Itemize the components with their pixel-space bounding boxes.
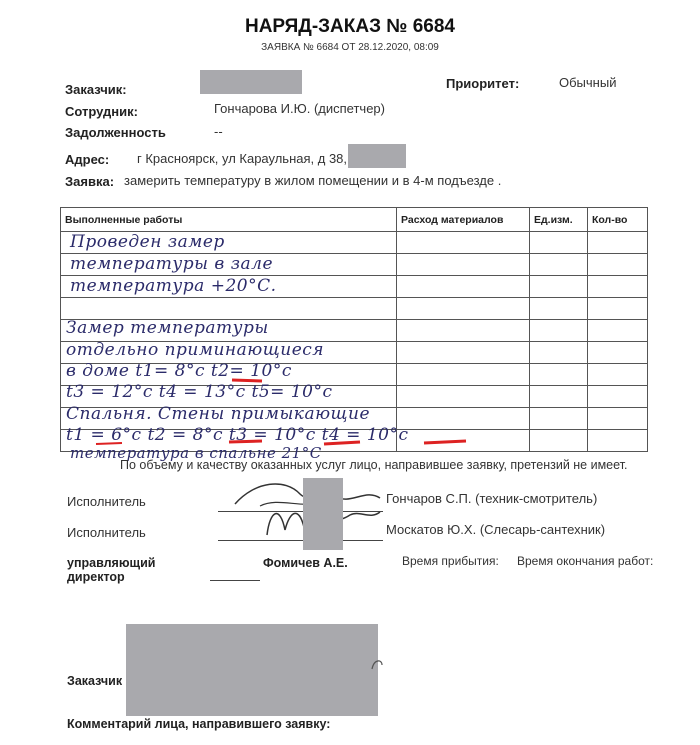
customer-signature-redaction	[126, 624, 378, 716]
column-header-unit: Ед.изм.	[530, 208, 588, 232]
executor-label: Исполнитель	[67, 525, 146, 540]
signature-mark	[368, 655, 388, 675]
underline-mark	[324, 442, 360, 444]
handwritten-line: t1 = 6°c t2 = 8°c t3 = 10°c t4 = 10°c	[66, 425, 409, 445]
debt-value: --	[214, 124, 223, 139]
column-header-quantity: Кол-во	[588, 208, 648, 232]
claims-statement: По объему и качеству оказанных услуг лицо, направившее заявку, претензий не имеет.	[120, 458, 628, 472]
handwritten-line: отдельно приминающиеся	[66, 340, 325, 360]
priority-value: Обычный	[559, 75, 617, 90]
handwritten-line: температура +20°С.	[70, 276, 277, 296]
handwritten-line: температура в спальне 21°С	[70, 444, 322, 462]
manager-label: директор	[67, 570, 125, 584]
executor-label: Исполнитель	[67, 494, 146, 509]
address-label: Адрес:	[65, 152, 110, 167]
underline-mark	[232, 380, 262, 381]
executor1-name: Гончаров С.П. (техник-смотритель)	[386, 491, 598, 506]
handwritten-line: Замер температуры	[66, 318, 269, 338]
request-subtitle: ЗАЯВКА № 6684 ОТ 28.12.2020, 08:09	[261, 42, 439, 53]
signature-redaction	[303, 478, 343, 550]
handwritten-line: температуры в зале	[70, 254, 274, 274]
employee-label: Сотрудник:	[65, 104, 138, 119]
address-value: г Красноярск, ул Караульная, д 38,	[137, 151, 348, 166]
underline-mark	[424, 441, 466, 443]
end-time-label: Время окончания работ:	[517, 554, 654, 568]
column-header-materials: Расход материалов	[397, 208, 530, 232]
handwritten-line: Спальня. Стены примыкающие	[66, 404, 371, 424]
customer-signature-label: Заказчик	[67, 674, 123, 688]
employee-value: Гончарова И.Ю. (диспетчер)	[214, 101, 385, 116]
request-label: Заявка:	[65, 174, 115, 189]
request-value: замерить температуру в жилом помещении и в 4-м подъезде .	[124, 173, 502, 188]
column-header-works: Выполненные работы	[61, 208, 397, 232]
underline-mark	[229, 441, 262, 442]
document-title: НАРЯД-ЗАКАЗ № 6684	[244, 16, 455, 37]
underline-mark	[96, 443, 122, 444]
signature-line	[210, 580, 260, 581]
handwritten-line: t3 = 12°c t4 = 13°c t5= 10°c	[66, 382, 333, 402]
executor2-name: Москатов Ю.Х. (Слесарь-сантехник)	[386, 522, 606, 537]
manager-label: управляющий	[67, 556, 156, 570]
comment-label: Комментарий лица, направившего заявку:	[67, 717, 331, 731]
debt-label: Задолженность	[65, 125, 166, 140]
signature-line	[218, 540, 383, 541]
handwritten-line: Проведен замер	[70, 232, 225, 252]
arrival-time-label: Время прибытия:	[402, 554, 499, 568]
priority-label: Приоритет:	[446, 76, 520, 91]
manager-name: Фомичев А.Е.	[263, 556, 348, 570]
customer-label: Заказчик:	[65, 82, 127, 97]
handwritten-line: в доме t1= 8°c t2= 10°c	[66, 361, 292, 381]
